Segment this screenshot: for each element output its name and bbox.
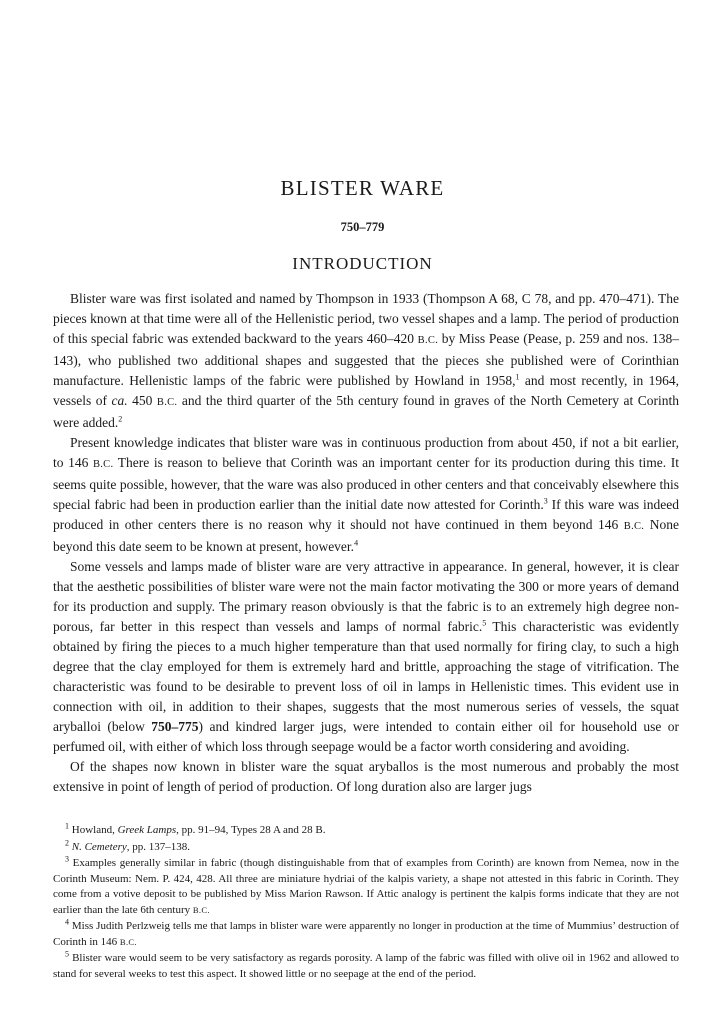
paragraph-1: Blister ware was first isolated and named by Thompson in 1933 (Thompson A 68, C 78, and pp. 470–471). The pieces known at that time were all of the Hellenistic period, two vessel shapes and a lamp. The period of production of this special fabric was extended backward to the years 460–420 B.C. by Miss Pease (Pease, p. 259 and nos. 138–143), who published two additional shapes and suggested that the pieces she published were of Corinthian manufacture. Hellenistic lamps of the fabric were published by Howland in 1958,$^1$ and most recently, in 1964, vessels of ca. 450 B.C. and the third quarter of the 5th century found in graves of the North Cemetery at Corinth were added.$^2$ — [53, 291, 679, 430]
footnote-ref-3: 3 — [543, 496, 548, 506]
footnote-1: $^1$ Howland, Greek Lamps, pp. 91–94, Types 28 A and 28 B. — [65, 821, 326, 836]
footnote-3: $^3$ Examples generally similar in fabric (though distinguishable from that of examples from Corinth) are known from Nemea, now in the Corinth Museum: Nem. P. 424, 428. All three are miniature hydriai of the kalpis variety, a shape not attested in this fabric in Corinth. They come from a votive deposit to be published by Miss Marion Rawson. If Attic analogy is pertinent the kalpis forms indicate that they are not earlier than the late 6th century B.C. — [53, 854, 679, 916]
catalogue-reference: 750–775 — [151, 719, 199, 734]
footnote-ref-2: 2 — [118, 414, 123, 424]
section-title: INTRODUCTION — [292, 254, 433, 273]
footnote-4: $^4$ Miss Judith Perlzweig tells me that lamps in blister ware were apparently no longer in production at the time of Mummius’ destruction of Corinth in 146 B.C. — [53, 917, 679, 948]
footnote-5: $^5$ Blister ware would seem to be very satisfactory as regards porosity. A lamp of the fabric was filled with olive oil in 1962 and allowed to stand for several weeks to test this aspect. It showed little or no seepage at the end of the period. — [53, 949, 679, 980]
paragraph-2: Present knowledge indicates that blister ware was in continuous production from about 450, if not a bit earlier, to 146 B.C. There is reason to believe that Corinth was an important center for its production during this time. It seems quite possible, however, that the ware was also produced in other centers and that conceivably elsewhere this special fabric had been in production earlier than the initial date now attested for Corinth.$^3$ If this ware was indeed produced in other centers there is no reason why it should not have continued in them beyond 146 B.C. None beyond this date seem to be known at present, however.$^4$ — [53, 435, 679, 554]
paragraph-3: Some vessels and lamps made of blister ware are very attractive in appearance. In general, however, it is clear that the aesthetic possibilities of blister ware were not the main factor motivating the 300 or more years of demand for its production and supply. The primary reason obviously is that the fabric is to an extremely high degree non-porous, far better in this respect than vessels and lamps of normal fabric.$^5$ This characteristic was evidently obtained by firing the pieces to a much higher temperature than that used normally for firing clay, to such a high degree that the clay employed for them is extremely hard and brittle, approaching the stage of vitrification. The characteristic was found to be desirable to prevent loss of oil in lamps in Hellenistic times. This evident use in connection with oil, in addition to their shapes, suggests that the most numerous series of vessels, the squat aryballoi (below 750–775) and kindred larger jugs, were intended to contain either oil for household use or perfumed oil, with either of which loss through seepage would be a factor worth considering and avoiding. — [53, 559, 679, 754]
footnote-ref-1: 1 — [515, 372, 520, 382]
paragraph-4: Of the shapes now known in blister ware the squat aryballos is the most numerous and probably the most extensive in point of length of period of production. Of long duration also are larger jugs — [53, 759, 679, 794]
page-title: BLISTER WARE — [280, 176, 445, 200]
footnote-ref-5: 5 — [482, 618, 487, 628]
footnote-2: $^2$ N. Cemetery, pp. 137–138. — [65, 837, 190, 853]
body-text — [53, 289, 679, 797]
footnote-ref-4: 4 — [354, 538, 359, 548]
catalogue-range: 750–779 — [340, 220, 385, 234]
footnotes — [53, 823, 679, 983]
